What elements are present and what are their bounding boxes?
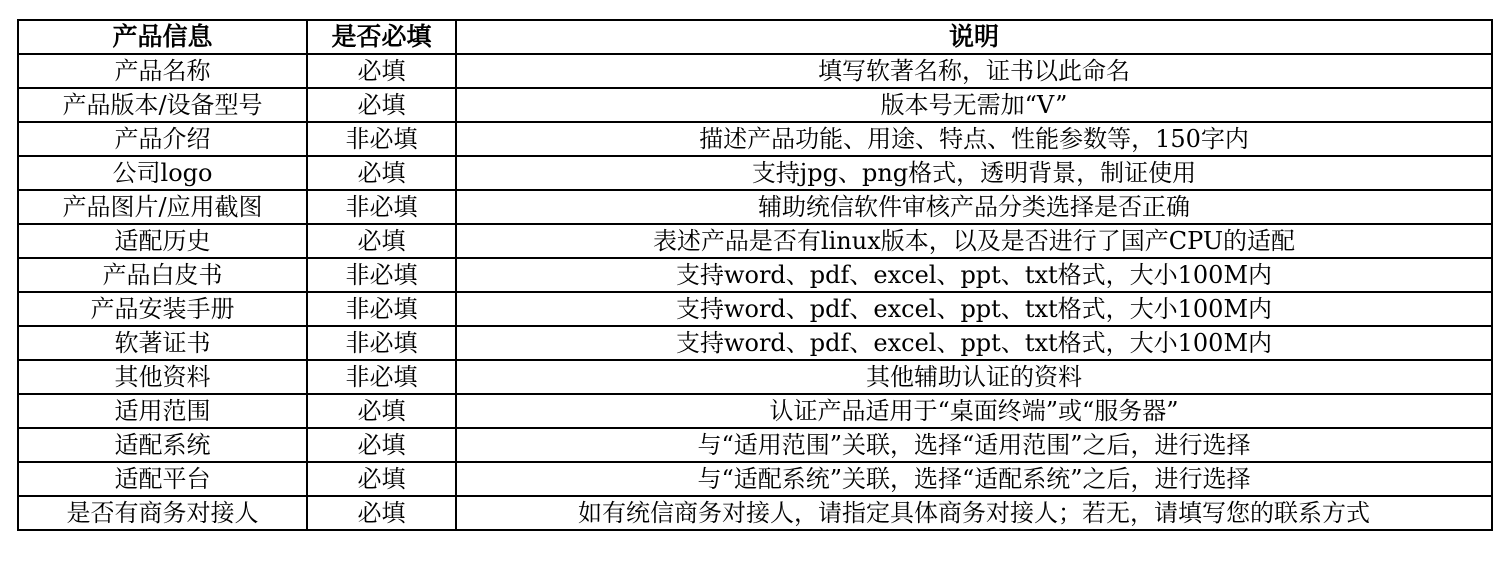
table-row [18, 156, 1492, 190]
cell-description: 版本号无需加“V” [456, 88, 1492, 122]
table-row [18, 54, 1492, 88]
requirements-table-container [17, 19, 1493, 531]
table-row [18, 394, 1492, 428]
cell-required: 必填 [307, 224, 456, 258]
cell-description: 支持word、pdf、excel、ppt、txt格式，大小100M内 [456, 258, 1492, 292]
table-row [18, 326, 1492, 360]
cell-description: 填写软著名称，证书以此命名 [456, 54, 1492, 88]
table-row [18, 462, 1492, 496]
cell-description: 支持word、pdf、excel、ppt、txt格式，大小100M内 [456, 292, 1492, 326]
cell-description: 与“适配系统”关联，选择“适配系统”之后，进行选择 [456, 462, 1492, 496]
table-row [18, 496, 1492, 530]
cell-description: 辅助统信软件审核产品分类选择是否正确 [456, 190, 1492, 224]
header-product-info: 产品信息 [18, 20, 307, 54]
table-row [18, 122, 1492, 156]
cell-required: 必填 [307, 428, 456, 462]
cell-required: 非必填 [307, 292, 456, 326]
cell-required: 必填 [307, 462, 456, 496]
table-row [18, 88, 1492, 122]
cell-description: 与“适用范围”关联，选择“适用范围”之后，进行选择 [456, 428, 1492, 462]
cell-required: 必填 [307, 156, 456, 190]
cell-description: 支持jpg、png格式，透明背景，制证使用 [456, 156, 1492, 190]
cell-required: 非必填 [307, 360, 456, 394]
cell-product-field: 软著证书 [18, 326, 307, 360]
header-required: 是否必填 [307, 20, 456, 54]
product-info-table [17, 19, 1493, 531]
table-row [18, 224, 1492, 258]
cell-product-field: 公司logo [18, 156, 307, 190]
table-row [18, 258, 1492, 292]
cell-product-field: 适配历史 [18, 224, 307, 258]
cell-required: 必填 [307, 54, 456, 88]
cell-description: 支持word、pdf、excel、ppt、txt格式，大小100M内 [456, 326, 1492, 360]
cell-required: 非必填 [307, 326, 456, 360]
cell-product-field: 产品图片/应用截图 [18, 190, 307, 224]
cell-product-field: 产品白皮书 [18, 258, 307, 292]
table-row [18, 292, 1492, 326]
cell-description: 如有统信商务对接人，请指定具体商务对接人；若无，请填写您的联系方式 [456, 496, 1492, 530]
cell-product-field: 产品版本/设备型号 [18, 88, 307, 122]
cell-required: 必填 [307, 394, 456, 428]
cell-product-field: 其他资料 [18, 360, 307, 394]
cell-product-field: 适用范围 [18, 394, 307, 428]
cell-product-field: 是否有商务对接人 [18, 496, 307, 530]
table-row [18, 190, 1492, 224]
cell-product-field: 适配平台 [18, 462, 307, 496]
cell-required: 非必填 [307, 190, 456, 224]
table-row [18, 360, 1492, 394]
header-description: 说明 [456, 20, 1492, 54]
table-header-row [18, 20, 1492, 54]
cell-required: 非必填 [307, 258, 456, 292]
cell-description: 表述产品是否有linux版本，以及是否进行了国产CPU的适配 [456, 224, 1492, 258]
cell-product-field: 产品安装手册 [18, 292, 307, 326]
table-row [18, 428, 1492, 462]
cell-product-field: 产品名称 [18, 54, 307, 88]
cell-description: 认证产品适用于“桌面终端”或“服务器” [456, 394, 1492, 428]
cell-product-field: 适配系统 [18, 428, 307, 462]
cell-description: 其他辅助认证的资料 [456, 360, 1492, 394]
cell-required: 必填 [307, 88, 456, 122]
cell-required: 必填 [307, 496, 456, 530]
cell-product-field: 产品介绍 [18, 122, 307, 156]
cell-required: 非必填 [307, 122, 456, 156]
cell-description: 描述产品功能、用途、特点、性能参数等，150字内 [456, 122, 1492, 156]
